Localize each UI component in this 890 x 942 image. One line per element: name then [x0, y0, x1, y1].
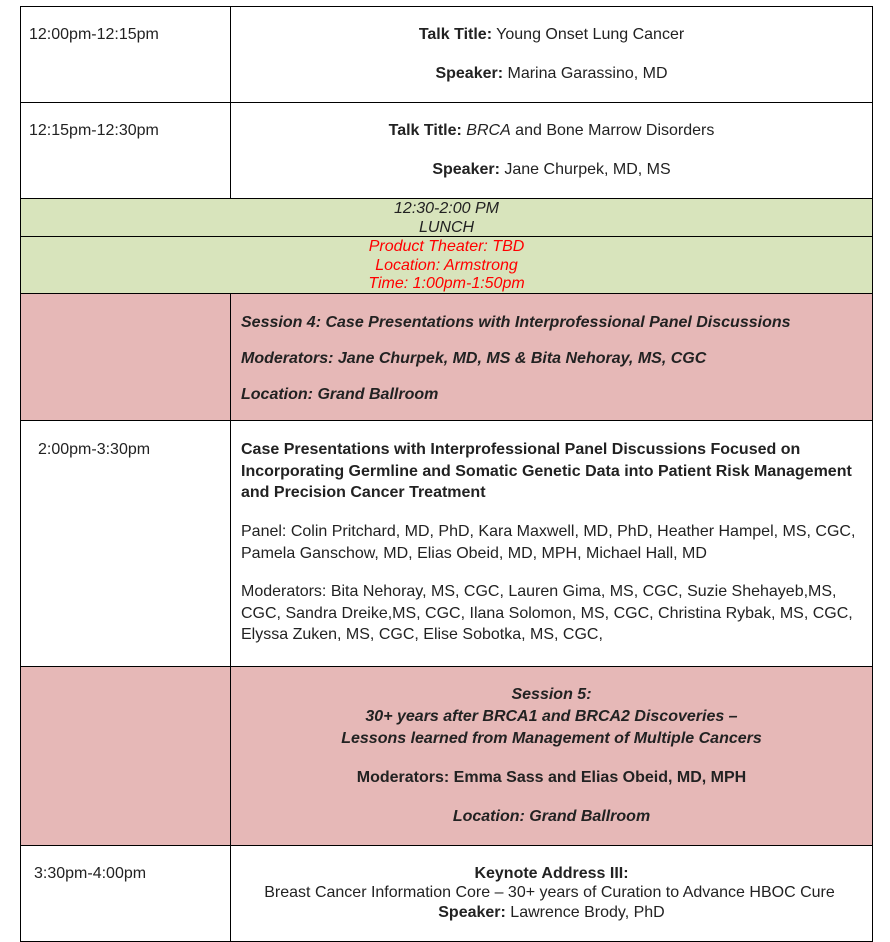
- speaker: [231, 65, 872, 83]
- session-subtitle: 30+ years after BRCA1 and BRCA2 Discoveries –: [365, 708, 738, 725]
- time-text: 12:00pm-12:15pm: [29, 26, 159, 43]
- speaker: [231, 904, 872, 922]
- speaker-text: Jane Churpek, MD, MS: [499, 161, 671, 178]
- time-cell: [21, 103, 231, 198]
- session-title: Session 5:: [511, 686, 592, 703]
- talk-cell: [231, 7, 872, 102]
- moderators-text: Moderators: Bita Nehoray, MS, CGC, Lauren Gima, MS, CGC, Suzie Shehayeb,MS, CGC, Sandra Dreike,MS, CGC, Ilana Solomon, MS, CGC, Christina Rybak, MS, CGC, Elyssa Zuken, MS, CGC, Elise Sobotka, MS, CGC,: [241, 583, 853, 643]
- table-row: [20, 421, 873, 667]
- time-text: 2:00pm-3:30pm: [38, 441, 151, 458]
- product-theater-time: Time: 1:00pm-1:50pm: [368, 275, 525, 292]
- talk-title-text: Young Onset Lung Cancer: [492, 26, 685, 43]
- session-title: Session 4: Case Presentations with Interprofessional Panel Discussions: [241, 314, 791, 331]
- talk-cell: [231, 846, 872, 941]
- speaker-text: Marina Garassino, MD: [503, 65, 668, 82]
- session-moderators: Moderators: Jane Churpek, MD, MS & Bita Nehoray, MS, CGC: [241, 350, 707, 367]
- session-location: Location: Grand Ballroom: [241, 386, 439, 403]
- talk-title: [231, 26, 872, 44]
- speaker: [231, 161, 872, 179]
- lunch-label: LUNCH: [418, 219, 475, 236]
- keynote-title: Keynote Address III:: [474, 865, 629, 882]
- product-theater-location: Location: Armstrong: [375, 257, 518, 274]
- session-location: Location: Grand Ballroom: [452, 808, 651, 825]
- table-row: [20, 6, 873, 103]
- session-cell: [231, 667, 872, 845]
- talk-cell: [231, 421, 872, 666]
- lunch-time: 12:30-2:00 PM: [394, 200, 499, 217]
- talk-cell: [231, 103, 872, 198]
- talk-title-label: Talk Title:: [388, 122, 462, 139]
- lunch-row: [20, 199, 873, 237]
- time-text: 3:30pm-4:00pm: [34, 865, 147, 882]
- talk-title-em: BRCA: [466, 122, 511, 139]
- speaker-label: Speaker:: [432, 161, 500, 178]
- session-cell: [231, 294, 872, 420]
- product-theater: Product Theater: TBD: [368, 238, 525, 255]
- table-row: [20, 846, 873, 942]
- talk-title: [231, 122, 872, 140]
- session-row: [20, 667, 873, 846]
- case-heading: Case Presentations with Interprofessional Panel Discussions Focused on Incorporating Germline and Somatic Genetic Data into Patient Risk Management and Precision Cancer Treatment: [241, 441, 852, 501]
- session-subtitle-2: Lessons learned from Management of Multiple Cancers: [341, 730, 762, 747]
- time-cell: [21, 667, 231, 845]
- panel-text: Panel: Colin Pritchard, MD, PhD, Kara Maxwell, MD, PhD, Heather Hampel, MS, CGC, Pamela Ganschow, MD, Elias Obeid, MD, MPH, Michael Hall, MD: [241, 523, 856, 562]
- speaker-text: Lawrence Brody, PhD: [505, 904, 665, 921]
- talk-title-text: and Bone Marrow Disorders: [510, 122, 715, 139]
- time-text: 12:15pm-12:30pm: [29, 122, 159, 139]
- keynote-subtitle: Breast Cancer Information Core – 30+ years of Curation to Advance HBOC Cure: [264, 884, 835, 901]
- talk-title-label: Talk Title:: [418, 26, 493, 43]
- session-row: [20, 294, 873, 421]
- time-cell: [21, 294, 231, 420]
- time-cell: [21, 421, 231, 666]
- time-cell: [21, 846, 231, 941]
- speaker-label: Speaker:: [435, 65, 504, 82]
- time-cell: [21, 7, 231, 102]
- session-moderators: Moderators: Emma Sass and Elias Obeid, MD, MPH: [356, 769, 747, 786]
- speaker-label: Speaker:: [438, 904, 506, 921]
- table-row: [20, 103, 873, 199]
- product-theater-row: [20, 237, 873, 294]
